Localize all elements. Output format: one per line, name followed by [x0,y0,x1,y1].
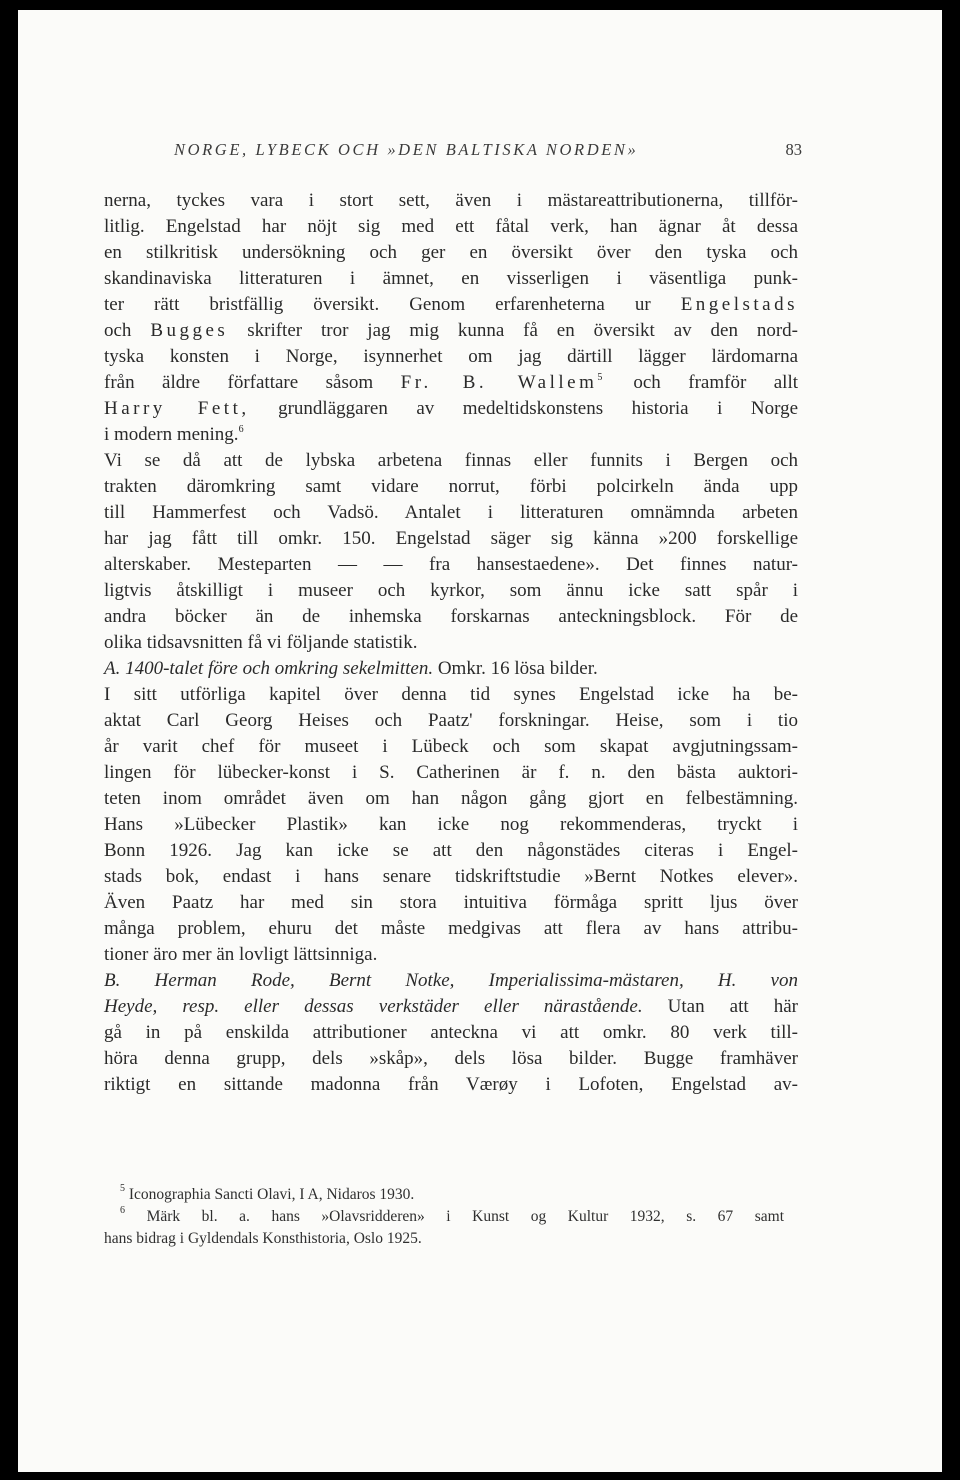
footnote-6: $^6$ Märk bl. a. hans »Olavsridderen» i Kunst og Kultur 1932, s. 67 samt [120,1205,785,1225]
text-line: Hans »Lübecker Plastik» kan icke nog rekommenderas, tryckt i [104,814,798,835]
section-heading-a: A. 1400-talet före och omkring sekelmitten. Omkr. 16 lösa bilder. [104,658,598,679]
text-line: ter rätt bristfällig översikt. Genom erfarenheterna ur Engelstads [104,294,799,315]
spaced-name: Engelstads [680,294,799,315]
page-header [174,140,802,162]
footnotes [104,1184,784,1250]
text-line: till Hammerfest och Vadsö. Antalet i litteraturen omnämnda arbeten [104,502,798,523]
text-line: ligtvis åtskilligt i museer och kyrkor, som ännu icke satt spår i [104,580,798,601]
footnote-5: $^5$ Iconographia Sancti Olavi, I A, Nidaros 1930. [120,1183,415,1203]
text-line: teten inom området även om han någon gång gjort en felbestämning. [104,788,798,809]
text-line: alterskaber. Mesteparten — — fra hansestaedene». Det finnes natur- [104,554,798,575]
text-line: tioner äro mer än lovligt lättsinniga. [104,944,378,965]
text-line: Harry Fett, grundläggaren av medeltidskonstens historia i Norge [104,398,799,419]
text-line: skandinaviska litteraturen i ämnet, en visserligen i väsentliga punk- [104,268,798,289]
footnote-ref: 6 [238,424,244,435]
text-line: tyska konsten i Norge, isynnerhet om jag därtill lägger lärdomarna [104,346,798,367]
text-line: andra böcker än de inhemska forskarnas anteckningsblock. För de [104,606,798,627]
text-line: många problem, ehuru det måste medgivas att flera av hans attribu- [104,918,798,939]
text-line: stads bok, endast i hans senare tidskriftstudie »Bernt Notkes elever». [104,866,798,887]
text-line: trakten däromkring samt vidare norrut, förbi polcirkeln ända upp [104,476,798,497]
text-line: har jag fått till omkr. 150. Engelstad säger sig känna »200 forskellige [104,528,798,549]
footnote-ref: 5 [597,372,606,383]
text-line: Vi se då att de lybska arbetena finnas eller funnits i Bergen och [104,450,798,471]
footnote-marker: 6 [120,1205,125,1216]
text-line: en stilkritisk undersökning och ger en översikt över den tyska och [104,242,798,263]
section-heading-b: B. Herman Rode, Bernt Notke, Imperialissima-mästaren, H. von [104,970,798,991]
text-line: från äldre författare såsom Fr. B. Wallem$^5$ och framför allt [104,372,799,393]
book-page [18,10,942,1472]
text-line: nerna, tyckes vara i stort sett, även i mästareattributionerna, tillför- [104,190,798,211]
text-line: Bonn 1926. Jag kan icke se att den någonstädes citeras i Engel- [104,840,798,861]
spaced-name: Bugges [150,320,229,341]
text-line: höra denna grupp, dels »skåp», dels lösa bilder. Bugge framhäver [104,1048,798,1069]
text-line: riktigt en sittande madonna från Værøy i Lofoten, Engelstad av- [104,1074,798,1095]
text-line: och Bugges skrifter tror jag mig kunna få en översikt av den nord- [104,320,799,341]
text-line: Även Paatz har med sin stora intuitiva förmåga spritt ljus över [104,892,798,913]
text-line: olika tidsavsnitten få vi följande statistik. [104,632,418,653]
text-line: gå in på enskilda attributioner anteckna vi att omkr. 80 verk till- [104,1022,798,1043]
body-text [104,188,798,1098]
text-line: lingen för lübecker-konst i S. Catherinen är f. n. den bästa auktori- [104,762,798,783]
text-line: i modern mening.$^6$ [104,424,244,445]
footnote-marker: 5 [120,1183,125,1194]
text-line: aktat Carl Georg Heises och Paatz' forskningar. Heise, som i tio [104,710,798,731]
spaced-name: Fr. B. Wallem$^5$ [400,372,606,393]
footnote-6-cont: hans bidrag i Gyldendals Konsthistoria, Oslo 1925. [104,1230,422,1247]
text-line: litlig. Engelstad har nöjt sig med ett fåtal verk, han ägnar åt dessa [104,216,798,237]
text-line: Heyde, resp. eller dessas verkstäder eller närastående. Utan att här [104,996,798,1017]
text-line: år varit chef för museet i Lübeck och som skapat avgjutningssam- [104,736,798,757]
running-head: NORGE, LYBECK OCH »DEN BALTISKA NORDEN» [174,140,639,159]
page-number: 83 [785,140,802,159]
text-line: I sitt utförliga kapitel över denna tid synes Engelstad icke ha be- [104,684,798,705]
spaced-name: Harry Fett, [104,398,250,419]
